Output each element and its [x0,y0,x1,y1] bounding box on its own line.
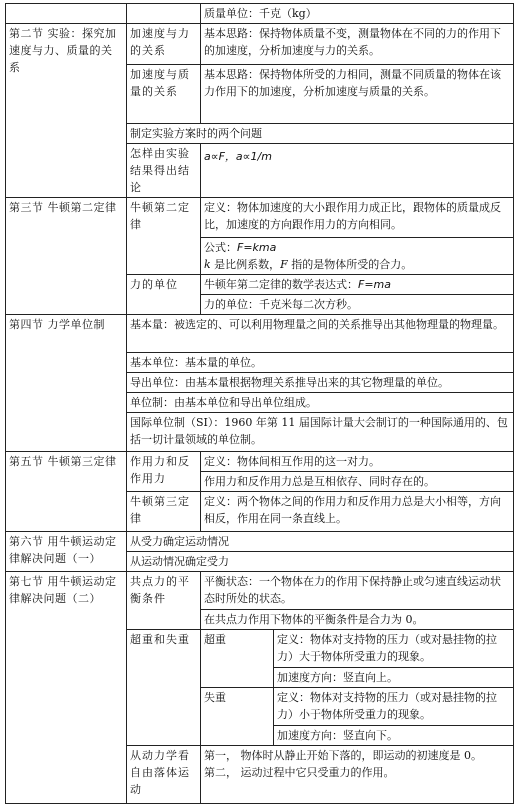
proportionality-formula: a∝F，a∝1/m [204,150,272,163]
force-to-motion-cell: 从受力确定运动情况 [127,532,514,552]
weightless-label: 失重 [201,688,274,746]
equilibrium-state-cell: 平衡状态：一个物体在力的作用下保持静止或匀速直线运动状态时所处的状态。 [201,572,514,610]
formula-prefix: 公式： [204,241,237,254]
expression-prefix: 牛顿年第二定律的数学表达式： [204,278,358,291]
free-fall-point-1: 第一， 物体时从静止开始下落的，即运动的初速度是 0。 [204,749,482,762]
force-unit-expression [201,275,514,295]
accel-force-content: 基本思路：保持物体质量不变，测量物体在不同的力的作用下的加速度，分析加速度与力的关系。 [201,24,514,65]
section-5-title: 第五节 牛顿第三定律 [6,452,127,532]
si-unit-cell: 国际单位制（SI）：1960 年第 11 届国际计量大会制订的一种国际通用的、包括一切计量领域的单位制。 [127,413,514,452]
plan-questions-cell: 制定实验方案时的两个问题 [127,124,514,144]
force-unit-label: 力的单位 [127,275,201,315]
accel-mass-label: 加速度与质量的关系 [127,65,201,124]
k-symbol: k [204,258,211,271]
newton-2-definition: 定义：物体加速度的大小跟作用力成正比，跟物体的质量成反比，加速度的方向跟作用力的方向相同。 [201,198,514,238]
table-row [6,315,514,353]
newton-3-label: 牛顿第三定律 [127,492,201,532]
free-fall-label: 从动力学看自由落体运动 [127,746,201,804]
weightless-direction: 加速度方向：竖直向下。 [274,726,514,746]
free-fall-content [201,746,514,804]
base-unit-cell: 基本单位：基本量的单位。 [127,353,514,373]
accel-mass-content: 基本思路：保持物体所受的力相同，测量不同质量的物体在该力作用下的加速度，分析加速度与质量的关系。 [201,65,514,124]
section-2-title: 第二节 实验：探究加速度与力、质量的关系 [6,24,127,198]
action-reaction-coexist: 作用力和反作用力总是互相依存、同时存在的。 [201,472,514,492]
weightless-definition: 定义：物体对支持物的压力（或对悬挂物的拉力）小于物体所受重力的现象。 [274,688,514,726]
formula-f-kma: F=kma [237,241,277,254]
motion-to-force-cell: 从运动情况确定受力 [127,552,514,572]
mass-unit-cell: 质量单位：千克（kg） [201,4,514,24]
conclusion-label: 怎样由实验结果得出结论 [127,144,201,198]
overweight-definition: 定义：物体对支持物的压力（或对悬挂物的拉力）大于物体所受重力的现象。 [274,630,514,668]
table-row [6,198,514,238]
overweight-label: 超重 [201,630,274,688]
section-3-title: 第三节 牛顿第二定律 [6,198,127,315]
formula-f-ma: F=ma [358,278,391,291]
physics-outline-table [5,3,514,804]
table-row [6,4,514,24]
section-6-title: 第六节 用牛顿运动定律解决问题（一） [6,532,127,572]
newton-2-formula-cell [201,238,514,275]
equilibrium-condition-cell: 在共点力作用下物体的平衡条件是合力为 0。 [201,610,514,630]
weight-change-label: 超重和失重 [127,630,201,746]
section-7-title: 第七节 用牛顿运动定律解决问题（二） [6,572,127,804]
conclusion-content [201,144,514,198]
equilibrium-label: 共点力的平衡条件 [127,572,201,630]
overweight-direction: 加速度方向：竖直向上。 [274,668,514,688]
free-fall-point-2: 第二， 运动过程中它只受重力的作用。 [204,766,395,779]
k-description: 是比例系数， [210,258,281,271]
base-quantity-cell: 基本量：被选定的、可以利用物理量之间的关系推导出其他物理量的物理量。 [127,315,514,353]
section-4-title: 第四节 力学单位制 [6,315,127,452]
newton-3-definition: 定义：两个物体之间的作用力和反作用力总是大小相等，方向相反，作用在同一条直线上。 [201,492,514,532]
action-reaction-label: 作用力和反作用力 [127,452,201,492]
table-row [6,572,514,610]
table-row [6,452,514,472]
action-reaction-definition: 定义：物体间相互作用的这一对力。 [201,452,514,472]
force-unit-definition: 力的单位：千克米每二次方秒。 [201,295,514,315]
table-row [6,532,514,552]
newton-2-label: 牛顿第二定律 [127,198,201,275]
accel-force-label: 加速度与力的关系 [127,24,201,65]
table-row [6,24,514,65]
f-description: 指的是物体所受的合力。 [287,258,413,271]
f-symbol: F [280,258,288,271]
unit-system-cell: 单位制：由基本单位和导出单位组成。 [127,393,514,413]
derived-unit-cell: 导出单位：由基本量根据物理关系推导出来的其它物理量的单位。 [127,373,514,393]
